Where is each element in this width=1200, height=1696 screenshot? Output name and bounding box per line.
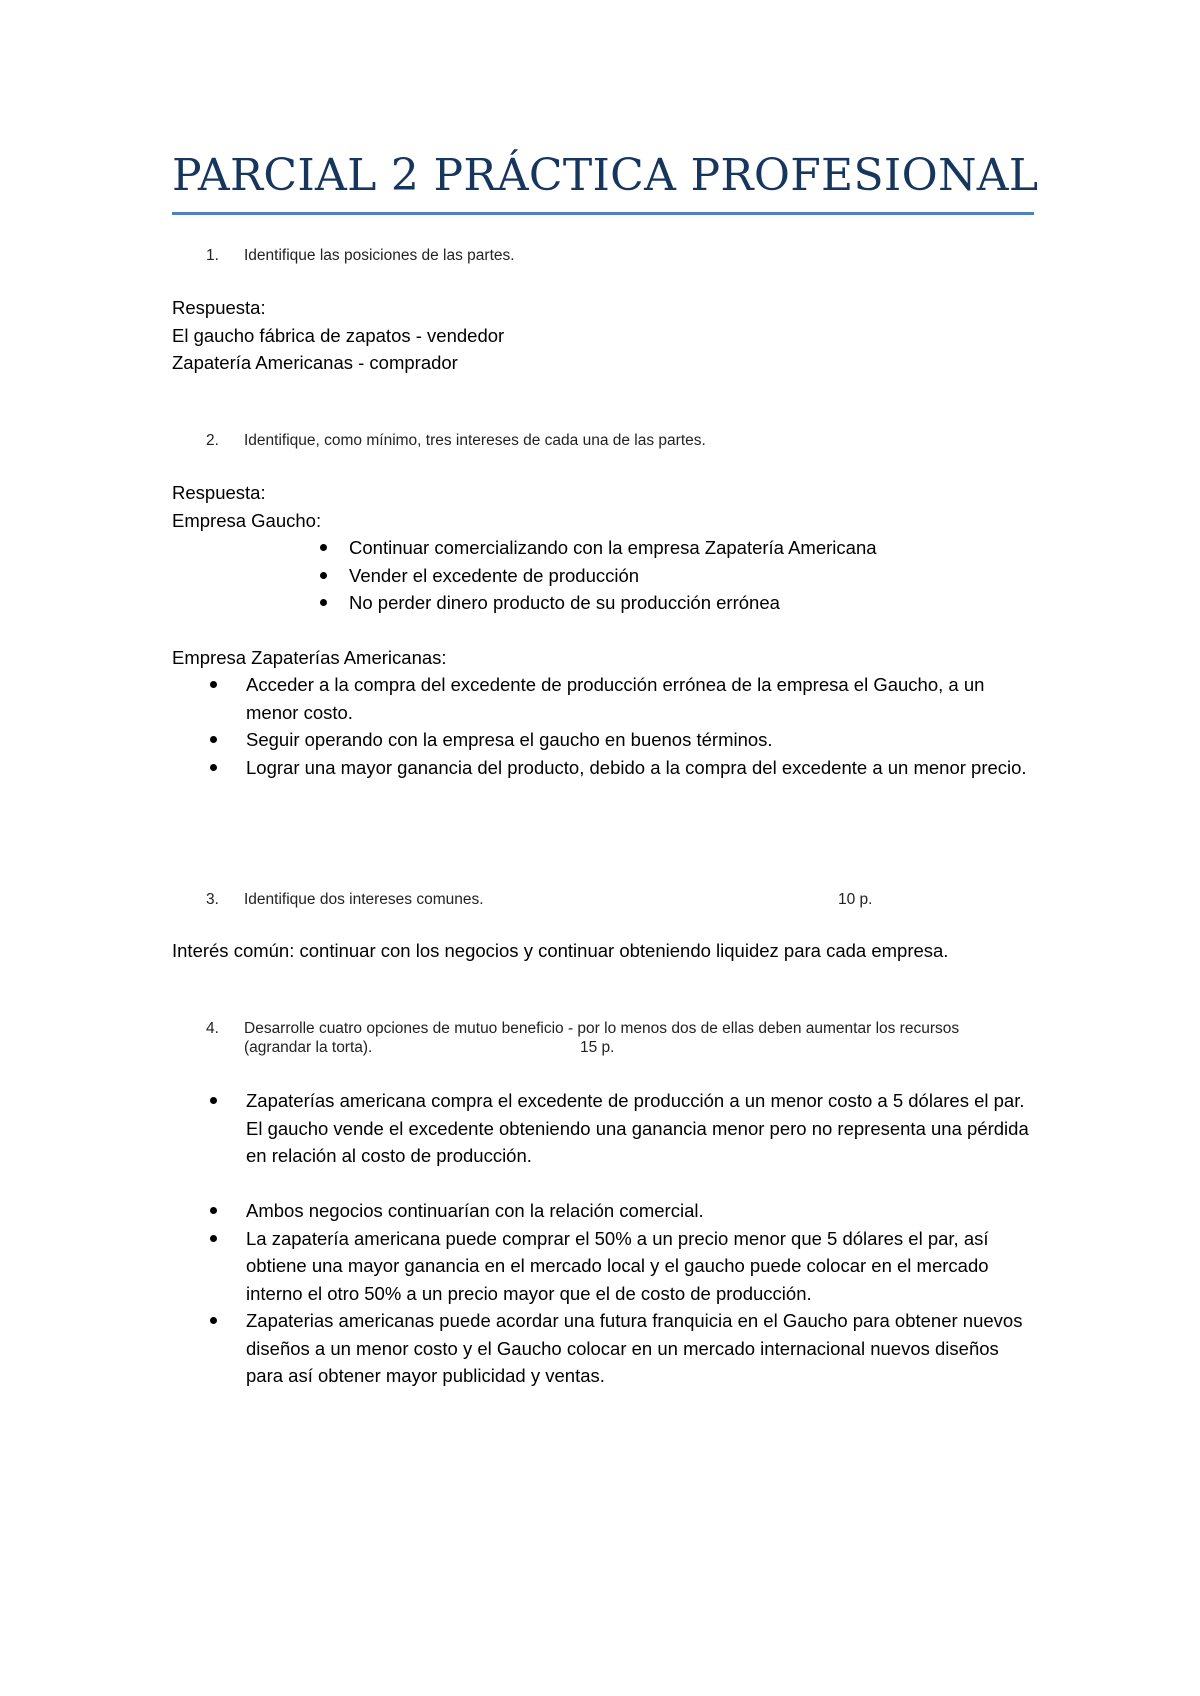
- bullet-icon: [320, 544, 327, 551]
- answer-1-line-1: El gaucho fábrica de zapatos - vendedor: [172, 324, 505, 346]
- bullet-icon: [320, 572, 327, 579]
- bullet-icon: [210, 1235, 217, 1242]
- question-4-number: 4.: [206, 1020, 219, 1037]
- list-item: No perder dinero producto de su producción errónea: [316, 589, 1036, 617]
- question-4-points: 15 p.: [580, 1039, 615, 1056]
- bullet-icon: [210, 1207, 217, 1214]
- answer-2-header: [172, 479, 321, 534]
- bullet-icon: [210, 764, 217, 771]
- list-item-note: El gaucho vende el excedente obteniendo una ganancia menor pero no representa una pérdida en relación al costo de producción.: [246, 1117, 1029, 1166]
- answer-2-label: Respuesta:: [172, 482, 266, 503]
- empresa-zapaterias-heading: Empresa Zapaterías Americanas:: [172, 647, 447, 668]
- list-item: Zapaterías americana compra el excedente de producción a un menor costo a 5 dólares el par. El gaucho vende el excedente obteniendo una ganancia menor pero no representa una pérdida en relación al costo de producción.: [206, 1087, 1036, 1170]
- list-item: Acceder a la compra del excedente de producción errónea de la empresa el Gaucho, a un menor costo.: [206, 671, 1036, 726]
- question-3: [206, 891, 484, 909]
- question-1-number: 1.: [206, 247, 219, 264]
- answer-1-line-2: Zapatería Americanas - comprador: [172, 352, 458, 373]
- question-3-number: 3.: [206, 891, 219, 908]
- question-1: [206, 247, 515, 265]
- bullet-icon: [210, 736, 217, 743]
- bullet-icon: [210, 681, 217, 688]
- list-item: La zapatería americana puede comprar el 50% a un precio menor que 5 dólares el par, así obtiene una mayor ganancia en el mercado local y el gaucho puede colocar en el mercado interno el otro 50% a un precio mayor que el de costo de producción.: [206, 1225, 1036, 1308]
- bullet-icon: [210, 1317, 217, 1324]
- answer-3: Interés común: continuar con los negocios y continuar obteniendo liquidez para cada empresa.: [172, 940, 949, 961]
- list-spacer: [206, 1170, 1036, 1198]
- question-2: [206, 432, 706, 450]
- question-4-text-continued: (agrandar la torta).: [244, 1039, 373, 1056]
- question-1-text: Identifique las posiciones de las partes.: [244, 247, 515, 264]
- title-underline: [172, 212, 1034, 215]
- list-item: Lograr una mayor ganancia del producto, debido a la compra del excedente a un menor precio.: [206, 754, 1036, 782]
- answer-1-label: Respuesta:: [172, 297, 266, 318]
- list-item: Continuar comercializando con la empresa Zapatería Americana: [316, 534, 1036, 562]
- question-2-text: Identifique, como mínimo, tres intereses de cada una de las partes.: [244, 432, 706, 449]
- question-3-text: Identifique dos intereses comunes.: [244, 891, 484, 908]
- mutual-benefit-options-list: [206, 1087, 1036, 1390]
- zapaterias-interests-list: [206, 671, 1036, 781]
- question-4-text: Desarrolle cuatro opciones de mutuo beneficio - por lo menos dos de ellas deben aumentar los recursos: [244, 1020, 960, 1037]
- list-item: Vender el excedente de producción: [316, 562, 1036, 590]
- gaucho-interests-list: [316, 534, 1036, 617]
- list-item: Zapaterias americanas puede acordar una futura franquicia en el Gaucho para obtener nuevos diseños a un menor costo y el Gaucho colocar en un mercado internacional nuevos diseños para así obtener mayor publicidad y ventas.: [206, 1307, 1036, 1390]
- empresa-gaucho-heading: Empresa Gaucho:: [172, 509, 322, 531]
- bullet-icon: [320, 599, 327, 606]
- bullet-icon: [210, 1097, 217, 1104]
- answer-1: [172, 294, 504, 377]
- list-item: Ambos negocios continuarían con la relación comercial.: [206, 1197, 1036, 1225]
- question-3-points: 10 p.: [838, 891, 873, 908]
- page-title: PARCIAL 2 PRÁCTICA PROFESIONAL: [172, 150, 1039, 201]
- question-4: [206, 1019, 1014, 1057]
- question-2-number: 2.: [206, 432, 219, 449]
- list-item: Seguir operando con la empresa el gaucho en buenos términos.: [206, 726, 1036, 754]
